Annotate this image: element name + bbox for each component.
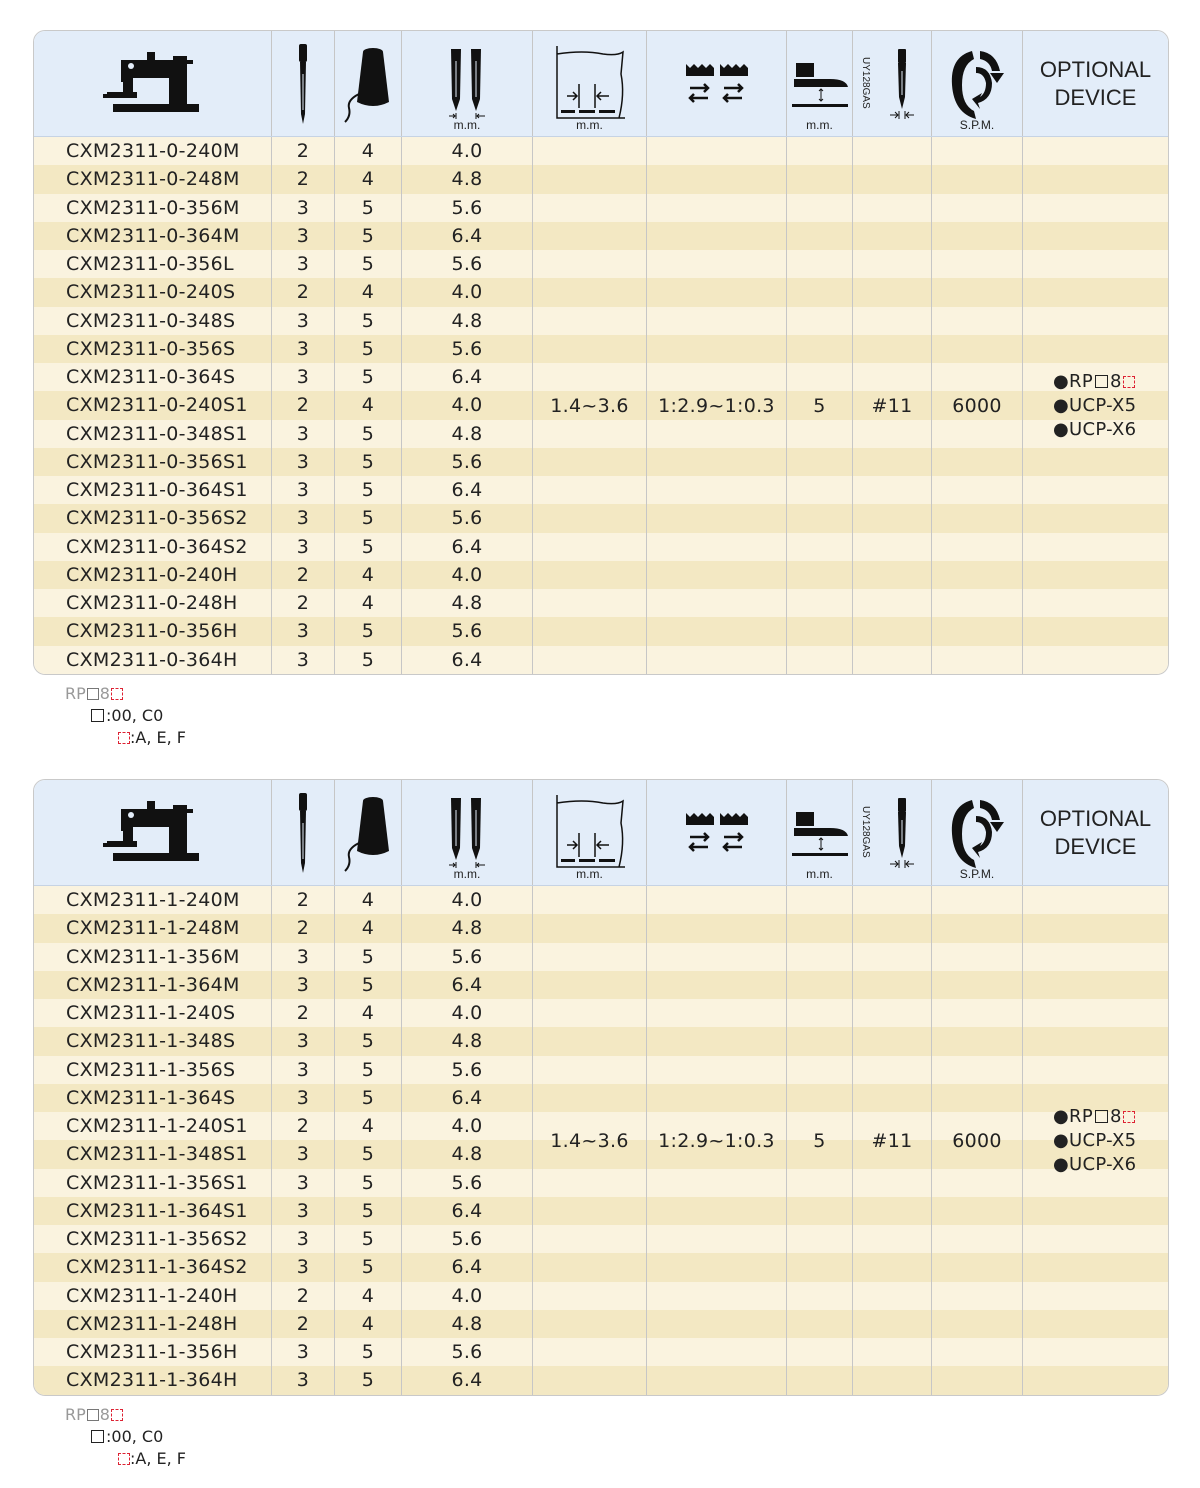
gauge-column	[402, 886, 533, 1395]
cell-threads: 4	[361, 1284, 375, 1307]
cell-gauge: 4.0	[451, 889, 483, 911]
differential-feed-icon	[647, 780, 787, 885]
cell-model: CXM2311-1-240S1	[66, 1115, 248, 1137]
cell-needles: 2	[296, 1312, 310, 1335]
cell-model: CXM2311-1-348S1	[66, 1143, 248, 1166]
presser-foot-unit: m.m.	[806, 867, 833, 881]
speed-icon	[932, 780, 1023, 885]
differential-feed-value: 1:2.9~1:0.3	[647, 886, 787, 1395]
optional-ucp-x6: ●UCP-X6	[1053, 1153, 1137, 1175]
cell-model: CXM2311-0-348S1	[66, 422, 248, 445]
cell-gauge: 5.6	[451, 620, 483, 643]
optional-device-list	[1023, 370, 1136, 442]
cell-model: CXM2311-1-348S	[66, 1030, 236, 1053]
cell-needles: 3	[296, 479, 310, 501]
presser-lift-value: 5	[787, 886, 853, 1395]
cell-threads: 4	[361, 1002, 375, 1024]
cell-gauge: 5.6	[451, 1171, 483, 1194]
cell-gauge: 5.6	[451, 1341, 483, 1363]
cell-threads: 5	[361, 337, 375, 360]
cell-gauge: 4.8	[451, 309, 483, 332]
presser-foot-lift-icon	[787, 780, 853, 885]
cell-gauge: 5.6	[451, 253, 483, 275]
table-body	[34, 137, 1168, 674]
cell-model: CXM2311-1-356S2	[66, 1228, 248, 1250]
table-body	[34, 886, 1168, 1395]
stitch-length-unit: m.m.	[576, 867, 603, 881]
placeholder-square-icon	[91, 709, 104, 722]
cell-needles: 2	[296, 394, 310, 417]
speed-icon	[932, 31, 1023, 136]
needle-gauge-unit: m.m.	[453, 867, 481, 881]
optional-device-list	[1023, 1105, 1136, 1177]
cell-needles: 2	[296, 1284, 310, 1307]
cell-threads: 5	[361, 1030, 375, 1053]
cell-threads: 5	[361, 648, 375, 671]
cell-threads: 5	[361, 1369, 375, 1392]
cell-threads: 5	[361, 1171, 375, 1194]
placeholder-square-icon	[87, 1409, 99, 1421]
cell-model: CXM2311-1-240H	[66, 1284, 238, 1307]
cell-threads: 4	[361, 917, 375, 940]
cell-gauge: 6.4	[451, 366, 483, 388]
spec-table-1	[33, 30, 1169, 675]
cell-gauge: 4.0	[451, 394, 483, 417]
spec-table-2	[33, 779, 1169, 1396]
cell-threads: 5	[361, 1256, 375, 1279]
cell-gauge: 4.8	[451, 592, 483, 614]
cell-gauge: 6.4	[451, 479, 483, 501]
cell-needles: 2	[296, 563, 310, 586]
cell-threads: 4	[361, 592, 375, 614]
needle-icon	[272, 780, 335, 885]
needles-column	[272, 137, 335, 674]
cell-model: CXM2311-0-356M	[66, 196, 240, 219]
cell-gauge: 4.8	[451, 917, 483, 940]
optional-devices	[1023, 886, 1168, 1395]
speed-value: 6000	[932, 137, 1023, 674]
stitch-length-value: 1.4~3.6	[533, 137, 647, 674]
cell-threads: 5	[361, 620, 375, 643]
needle-type-icon	[853, 780, 932, 885]
cell-gauge: 5.6	[451, 450, 483, 473]
cell-threads: 4	[361, 281, 375, 304]
cell-gauge: 5.6	[451, 945, 483, 968]
optional-device-title: OPTIONAL DEVICE	[1039, 805, 1152, 859]
cell-gauge: 5.6	[451, 1228, 483, 1250]
thread-cone-icon	[335, 780, 402, 885]
cell-needles: 3	[296, 1030, 310, 1053]
cell-model: CXM2311-1-240S	[66, 1002, 236, 1024]
cell-gauge: 5.6	[451, 507, 483, 530]
threads-column	[335, 886, 402, 1395]
cell-needles: 3	[296, 648, 310, 671]
needle-size-value: #11	[853, 137, 932, 674]
placeholder-square-icon	[1095, 375, 1108, 388]
cell-gauge: 5.6	[451, 196, 483, 219]
cell-needles: 3	[296, 1369, 310, 1392]
cell-threads: 4	[361, 563, 375, 586]
cell-model: CXM2311-1-356S1	[66, 1171, 248, 1194]
cell-needles: 3	[296, 620, 310, 643]
presser-foot-unit: m.m.	[806, 118, 833, 132]
table-header	[34, 780, 1168, 886]
cell-model: CXM2311-1-356H	[66, 1341, 238, 1363]
cell-gauge: 6.4	[451, 973, 483, 996]
cell-model: CXM2311-0-248M	[66, 168, 240, 191]
differential-feed-value: 1:2.9~1:0.3	[647, 137, 787, 674]
cell-needles: 2	[296, 168, 310, 191]
optional-ucp-x5: ●UCP-X5	[1053, 394, 1137, 416]
cell-needles: 3	[296, 973, 310, 996]
cell-needles: 3	[296, 945, 310, 968]
cell-needles: 3	[296, 253, 310, 275]
cell-model: CXM2311-1-364S2	[66, 1256, 248, 1279]
presser-foot-lift-icon	[787, 31, 853, 136]
cell-model: CXM2311-0-364H	[66, 648, 238, 671]
placeholder-square-icon	[87, 688, 99, 700]
cell-threads: 5	[361, 196, 375, 219]
cell-gauge: 6.4	[451, 648, 483, 671]
cell-threads: 5	[361, 1058, 375, 1081]
cell-model: CXM2311-0-356S1	[66, 450, 248, 473]
cell-model: CXM2311-0-248H	[66, 592, 238, 614]
optional-rp: ●RP 8	[1053, 1105, 1136, 1129]
cell-needles: 2	[296, 1002, 310, 1024]
cell-model: CXM2311-0-364S	[66, 366, 236, 388]
cell-threads: 4	[361, 168, 375, 191]
cell-needles: 3	[296, 1086, 310, 1109]
cell-model: CXM2311-1-364H	[66, 1369, 238, 1392]
needle-type-label: UY128GAS	[860, 57, 871, 109]
cell-needles: 3	[296, 450, 310, 473]
cell-threads: 5	[361, 309, 375, 332]
needle-type-label: UY128GAS	[860, 806, 871, 858]
cell-needles: 3	[296, 337, 310, 360]
needle-type-icon	[853, 31, 932, 136]
cell-threads: 5	[361, 973, 375, 996]
needle-gauge-unit: m.m.	[453, 118, 481, 132]
cell-needles: 3	[296, 1199, 310, 1222]
needle-gauge-icon	[402, 31, 533, 136]
cell-gauge: 6.4	[451, 1199, 483, 1222]
cell-model: CXM2311-0-356H	[66, 620, 238, 643]
cell-threads: 5	[361, 507, 375, 530]
cell-model: CXM2311-1-248M	[66, 917, 240, 940]
cell-model: CXM2311-0-356L	[66, 253, 234, 275]
cell-gauge: 4.0	[451, 1002, 483, 1024]
sewing-machine-icon	[34, 780, 272, 885]
cell-gauge: 4.0	[451, 140, 483, 162]
cell-needles: 2	[296, 140, 310, 162]
optional-ucp-x6: ●UCP-X6	[1053, 418, 1137, 440]
needles-column	[272, 886, 335, 1395]
cell-model: CXM2311-0-356S	[66, 337, 236, 360]
needle-size-value: #11	[853, 886, 932, 1395]
cell-threads: 5	[361, 535, 375, 558]
cell-needles: 2	[296, 592, 310, 614]
cell-needles: 2	[296, 917, 310, 940]
cell-gauge: 4.0	[451, 1115, 483, 1137]
placeholder-square-icon	[1095, 1110, 1108, 1123]
cell-needles: 3	[296, 224, 310, 247]
optional-rp: ●RP 8	[1053, 370, 1136, 394]
placeholder-dashed-icon	[111, 1409, 123, 1421]
table-header	[34, 31, 1168, 137]
cell-threads: 4	[361, 394, 375, 417]
cell-needles: 2	[296, 889, 310, 911]
cell-gauge: 6.4	[451, 1086, 483, 1109]
cell-needles: 3	[296, 1228, 310, 1250]
cell-gauge: 5.6	[451, 337, 483, 360]
optional-device-header	[1023, 31, 1168, 136]
cell-gauge: 6.4	[451, 535, 483, 558]
footnote-2: RP 8 :00, C0 :A, E, F	[65, 1405, 186, 1468]
gauge-column	[402, 137, 533, 674]
stitch-length-icon	[533, 780, 647, 885]
cell-threads: 4	[361, 889, 375, 911]
cell-threads: 5	[361, 1341, 375, 1363]
cell-model: CXM2311-1-248H	[66, 1312, 238, 1335]
optional-ucp-x5: ●UCP-X5	[1053, 1129, 1137, 1151]
cell-gauge: 4.8	[451, 1312, 483, 1335]
cell-needles: 3	[296, 1143, 310, 1166]
cell-model: CXM2311-0-240S	[66, 281, 236, 304]
speed-unit: S.P.M.	[959, 867, 995, 881]
cell-model: CXM2311-0-348S	[66, 309, 236, 332]
stitch-length-unit: m.m.	[576, 118, 603, 132]
cell-needles: 3	[296, 1341, 310, 1363]
needle-gauge-icon	[402, 780, 533, 885]
cell-needles: 3	[296, 196, 310, 219]
cell-threads: 5	[361, 1143, 375, 1166]
cell-model: CXM2311-1-364M	[66, 973, 240, 996]
placeholder-square-icon	[91, 1430, 104, 1443]
cell-gauge: 4.0	[451, 281, 483, 304]
cell-gauge: 4.0	[451, 1284, 483, 1307]
cell-model: CXM2311-1-364S1	[66, 1199, 248, 1222]
cell-threads: 5	[361, 224, 375, 247]
cell-threads: 5	[361, 1086, 375, 1109]
cell-needles: 3	[296, 1058, 310, 1081]
cell-threads: 5	[361, 366, 375, 388]
placeholder-dashed-icon	[1123, 1111, 1135, 1123]
cell-threads: 5	[361, 1199, 375, 1222]
cell-threads: 5	[361, 450, 375, 473]
cell-threads: 5	[361, 253, 375, 275]
optional-devices	[1023, 137, 1168, 674]
sewing-machine-icon	[34, 31, 272, 136]
cell-needles: 3	[296, 507, 310, 530]
cell-model: CXM2311-1-364S	[66, 1086, 236, 1109]
cell-needles: 3	[296, 1256, 310, 1279]
cell-gauge: 6.4	[451, 1369, 483, 1392]
model-column	[34, 886, 272, 1395]
cell-gauge: 5.6	[451, 1058, 483, 1081]
optional-device-header	[1023, 780, 1168, 885]
cell-model: CXM2311-0-364M	[66, 224, 240, 247]
cell-threads: 5	[361, 1228, 375, 1250]
cell-needles: 3	[296, 309, 310, 332]
speed-unit: S.P.M.	[959, 118, 995, 132]
cell-model: CXM2311-0-240M	[66, 140, 240, 162]
thread-cone-icon	[335, 31, 402, 136]
cell-threads: 4	[361, 1115, 375, 1137]
optional-device-title: OPTIONAL DEVICE	[1039, 56, 1152, 110]
cell-needles: 3	[296, 535, 310, 558]
footnote-1: RP 8 :00, C0 :A, E, F	[65, 684, 186, 747]
cell-gauge: 6.4	[451, 1256, 483, 1279]
placeholder-dashed-icon	[1123, 376, 1135, 388]
stitch-length-value: 1.4~3.6	[533, 886, 647, 1395]
cell-threads: 5	[361, 422, 375, 445]
cell-gauge: 4.0	[451, 563, 483, 586]
cell-gauge: 4.8	[451, 422, 483, 445]
cell-needles: 3	[296, 366, 310, 388]
cell-gauge: 4.8	[451, 1143, 483, 1166]
cell-threads: 4	[361, 140, 375, 162]
cell-threads: 5	[361, 479, 375, 501]
cell-model: CXM2311-0-364S1	[66, 479, 248, 501]
cell-threads: 5	[361, 945, 375, 968]
threads-column	[335, 137, 402, 674]
cell-gauge: 4.8	[451, 1030, 483, 1053]
presser-lift-value: 5	[787, 137, 853, 674]
cell-gauge: 6.4	[451, 224, 483, 247]
cell-gauge: 4.8	[451, 168, 483, 191]
cell-model: CXM2311-1-240M	[66, 889, 240, 911]
cell-model: CXM2311-0-240H	[66, 563, 238, 586]
needle-icon	[272, 31, 335, 136]
cell-threads: 4	[361, 1312, 375, 1335]
cell-model: CXM2311-1-356S	[66, 1058, 236, 1081]
cell-needles: 2	[296, 1115, 310, 1137]
placeholder-dashed-icon	[111, 688, 123, 700]
differential-feed-icon	[647, 31, 787, 136]
cell-model: CXM2311-0-364S2	[66, 535, 248, 558]
cell-model: CXM2311-1-356M	[66, 945, 240, 968]
cell-needles: 3	[296, 1171, 310, 1194]
cell-needles: 3	[296, 422, 310, 445]
cell-model: CXM2311-0-356S2	[66, 507, 248, 530]
placeholder-dashed-icon	[118, 732, 130, 744]
cell-needles: 2	[296, 281, 310, 304]
stitch-length-icon	[533, 31, 647, 136]
cell-model: CXM2311-0-240S1	[66, 394, 248, 417]
model-column	[34, 137, 272, 674]
placeholder-dashed-icon	[118, 1453, 130, 1465]
speed-value: 6000	[932, 886, 1023, 1395]
